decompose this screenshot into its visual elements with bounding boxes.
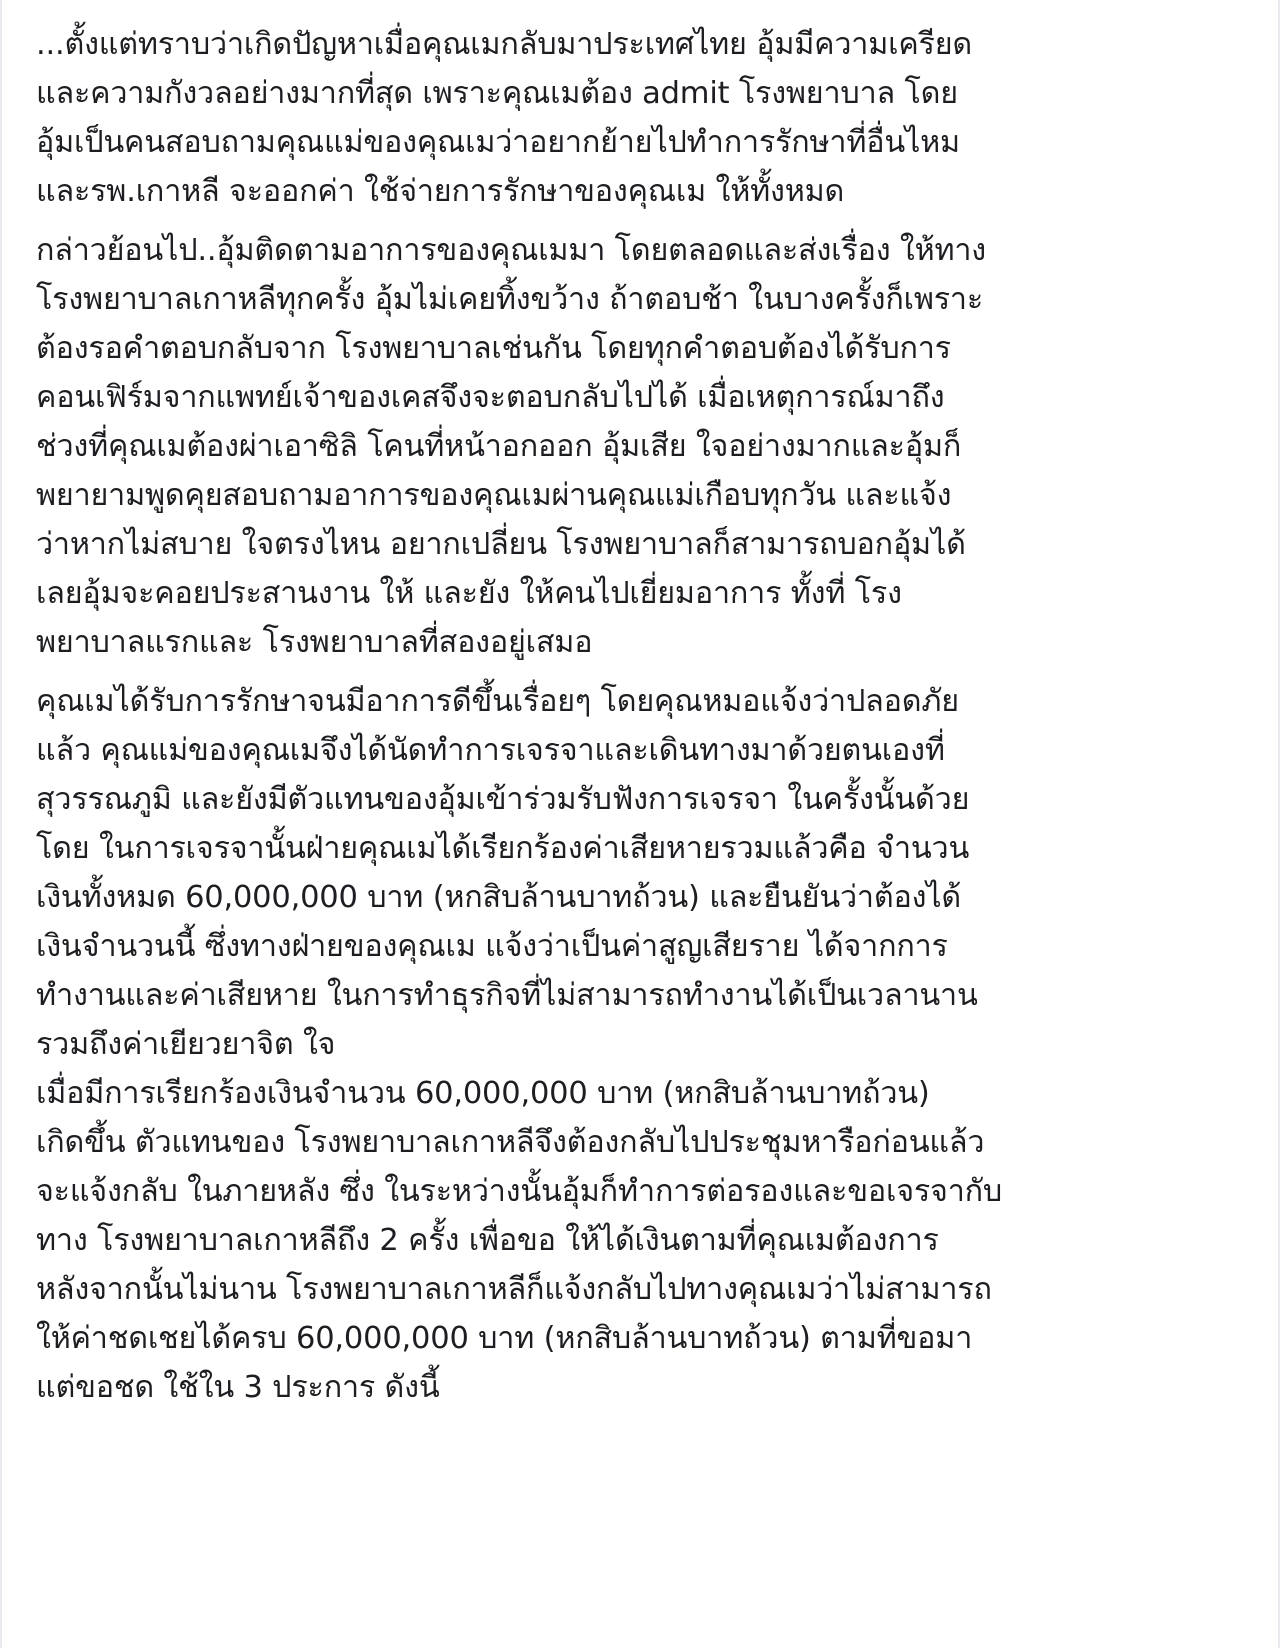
paragraph-4 xyxy=(36,1069,1242,1412)
text-line: จะแจ้งกลับ ในภายหลัง ซึ่ง ในระหว่างนั้นอุ้มก็ทำการต่อรองและขอเจรจากับ xyxy=(36,1174,1003,1209)
text-line: และความกังวลอย่างมากที่สุด เพราะคุณเมต้อง admit โรงพยาบาล โดย xyxy=(36,76,958,111)
text-line: ช่วงที่คุณเมต้องผ่าเอาซิลิ โคนที่หน้าอกออก อุ้มเสีย ใจอย่างมากและอุ้มก็ xyxy=(36,429,962,464)
text-line: ว่าหากไม่สบาย ใจตรงไหน อยากเปลี่ยน โรงพยาบาลก็สามารถบอกอุ้มได้ xyxy=(36,527,966,562)
text-line: แต่ขอชด ใช้ใน 3 ประการ ดังนี้ xyxy=(36,1370,440,1405)
text-line: อุ้มเป็นคนสอบถามคุณแม่ของคุณเมว่าอยากย้ายไปทำการรักษาที่อื่นไหม xyxy=(36,125,960,160)
text-line: ต้องรอคำตอบกลับจาก โรงพยาบาลเช่นกัน โดยทุกคำตอบต้องได้รับการ xyxy=(36,331,951,366)
text-line: ให้ค่าชดเชยได้ครบ 60,000,000 บาท (หกสิบล้านบาทถ้วน) ตามที่ขอมา xyxy=(36,1321,973,1356)
text-line: หลังจากนั้นไม่นาน โรงพยาบาลเกาหลีก็แจ้งกลับไปทางคุณเมว่าไม่สามารถ xyxy=(36,1272,992,1307)
text-line: รวมถึงค่าเยียวยาจิต ใจ xyxy=(36,1027,336,1062)
text-line: พยาบาลแรกและ โรงพยาบาลที่สองอยู่เสมอ xyxy=(36,625,593,660)
text-line: และรพ.เกาหลี จะออกค่า ใช้จ่ายการรักษาของคุณเม ให้ทั้งหมด xyxy=(36,174,845,209)
text-line: โรงพยาบาลเกาหลีทุกครั้ง อุ้มไม่เคยทิ้งขว้าง ถ้าตอบช้า ในบางครั้งก็เพราะ xyxy=(36,282,984,317)
text-line: โดย ในการเจรจานั้นฝ่ายคุณเมได้เรียกร้องค่าเสียหายรวมแล้วคือ จำนวน xyxy=(36,831,970,866)
text-line: ...ตั้งแต่ทราบว่าเกิดปัญหาเมื่อคุณเมกลับมาประเทศไทย อุ้มมีความเครียด xyxy=(36,27,972,62)
text-line: ทำงานและค่าเสียหาย ในการทำธุรกิจที่ไม่สามารถทำงานได้เป็นเวลานาน xyxy=(36,978,978,1013)
paragraph-3 xyxy=(36,677,1242,1069)
text-line: คุณเมได้รับการรักษาจนมีอาการดีขึ้นเรื่อยๆ โดยคุณหมอแจ้งว่าปลอดภัย xyxy=(36,684,959,719)
text-line: กล่าวย้อนไป..อุ้มติดตามอาการของคุณเมมา โดยตลอดและส่งเรื่อง ให้ทาง xyxy=(36,233,987,268)
text-line: เมื่อมีการเรียกร้องเงินจำนวน 60,000,000 บาท (หกสิบล้านบาทถ้วน) xyxy=(36,1076,930,1111)
text-line: คอนเฟิร์มจากแพทย์เจ้าของเคสจึงจะตอบกลับไปได้ เมื่อเหตุการณ์มาถึง xyxy=(36,380,945,415)
text-line: พยายามพูดคุยสอบถามอาการของคุณเมผ่านคุณแม่เกือบทุกวัน และแจ้ง xyxy=(36,478,952,513)
text-line: เงินทั้งหมด 60,000,000 บาท (หกสิบล้านบาทถ้วน) และยืนยันว่าต้องได้ xyxy=(36,880,962,915)
text-line: แล้ว คุณแม่ของคุณเมจึงได้นัดทำการเจรจาและเดินทางมาด้วยตนเองที่ xyxy=(36,733,945,768)
paragraph-2 xyxy=(36,226,1242,667)
text-line: ทาง โรงพยาบาลเกาหลีถึง 2 ครั้ง เพื่อขอ ให้ได้เงินตามที่คุณเมต้องการ xyxy=(36,1223,939,1258)
text-line: เงินจำนวนนี้ ซึ่งทางฝ่ายของคุณเม แจ้งว่าเป็นค่าสูญเสียราย ได้จากการ xyxy=(36,929,948,964)
text-line: เลยอุ้มจะคอยประสานงาน ให้ และยัง ให้คนไปเยี่ยมอาการ ทั้งที่ โรง xyxy=(36,576,902,611)
paragraph-1 xyxy=(36,20,1242,216)
text-line: เกิดขึ้น ตัวแทนของ โรงพยาบาลเกาหลีจึงต้องกลับไปประชุมหารือก่อนแล้ว xyxy=(36,1125,985,1160)
text-line: สุวรรณภูมิ และยังมีตัวแทนของอุ้มเข้าร่วมรับฟังการเจรจา ในครั้งนั้นด้วย xyxy=(36,782,970,817)
